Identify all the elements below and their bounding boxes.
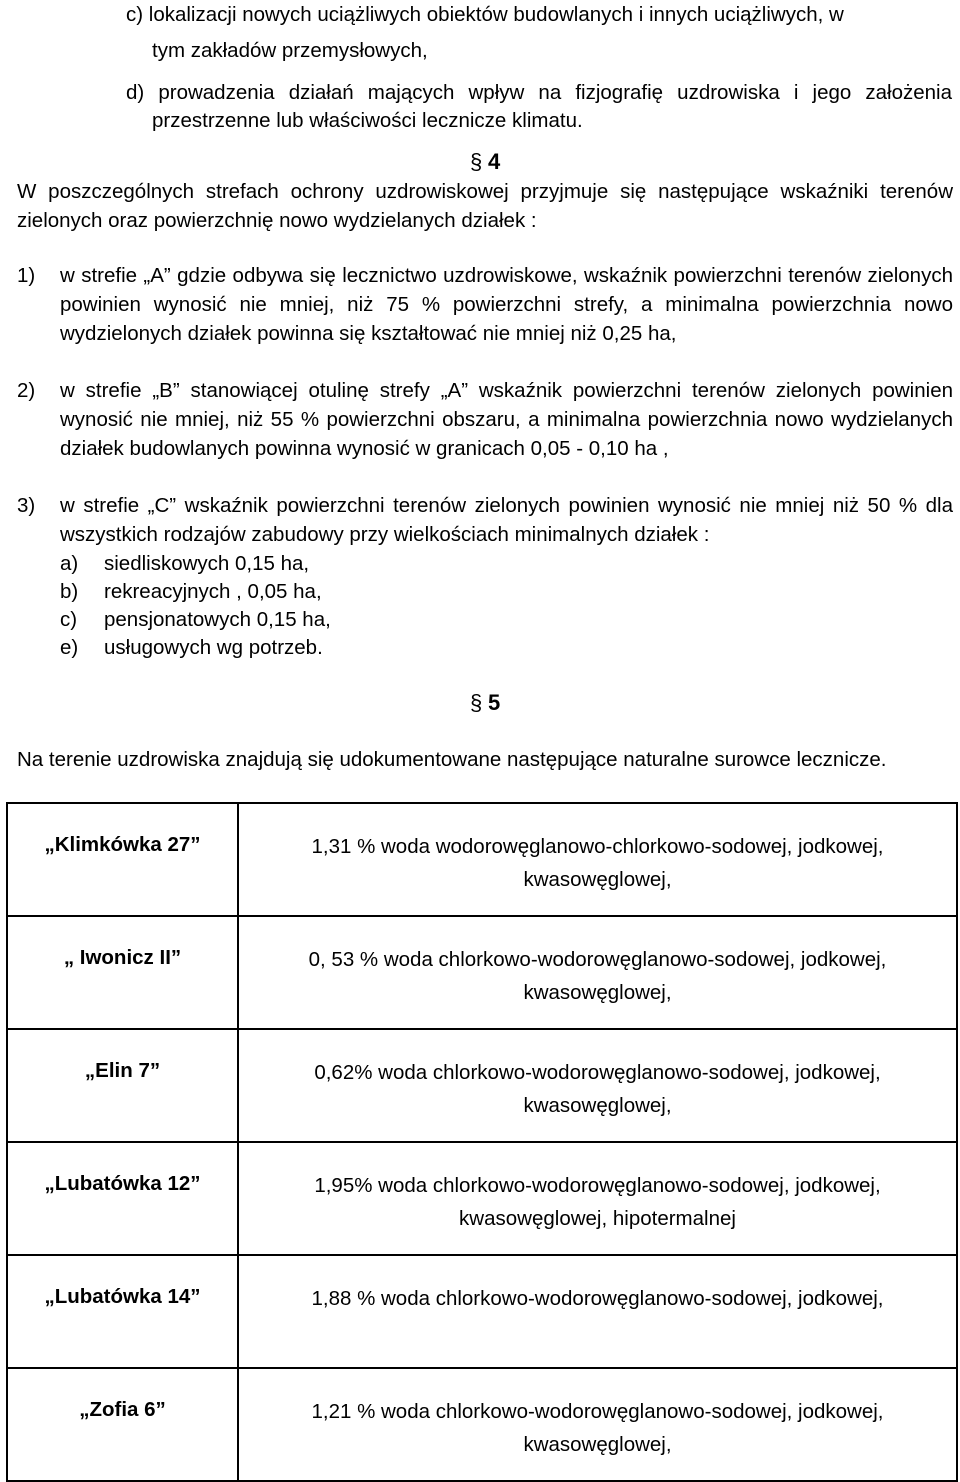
section-number: 5	[487, 690, 501, 715]
resource-description-line1: 0,62% woda chlorkowo-wodorowęglanowo-sodowej, jodkowej,	[314, 1061, 881, 1084]
item-c-line2: tym zakładów przemysłowych,	[152, 39, 428, 62]
item-2-line3: działek budowlanych powinna wynosić w granicach 0,05 - 0,10 ha ,	[60, 437, 669, 460]
item-c-line1: c) lokalizacji nowych uciążliwych obiektów budowlanych i innych uciążliwych, w	[126, 3, 844, 26]
resource-description-line1: 1,31 % woda wodorowęglanowo-chlorkowo-sodowej, jodkowej,	[311, 835, 884, 858]
resource-description-line1: 1,95% woda chlorkowo-wodorowęglanowo-sodowej, jodkowej,	[314, 1174, 881, 1197]
item-1-number: 1)	[17, 264, 36, 287]
item-1-line2: powinien wynosić nie mniej, niż 75 % powierzchni strefy, a minimalna powierzchnia nowo	[60, 293, 953, 316]
section-4-heading	[470, 147, 500, 177]
resource-description-line1: 1,21 % woda chlorkowo-wodorowęglanowo-sodowej, jodkowej,	[311, 1400, 884, 1423]
resource-description-line1: 1,88 % woda chlorkowo-wodorowęglanowo-sodowej, jodkowej,	[311, 1287, 884, 1310]
resource-description	[238, 916, 957, 1029]
resource-name: „ Iwonicz II”	[7, 916, 238, 1029]
section-4-intro-line1: W poszczególnych strefach ochrony uzdrowiskowej przyjmuje się następujące wskaźniki terenów	[17, 180, 953, 203]
resource-description-line2: kwasowęglowej, hipotermalnej	[459, 1207, 736, 1230]
item-1-line3: wydzielonych działek powinna się kształtować nie mniej niż 0,25 ha,	[60, 322, 677, 345]
item-3-line1: w strefie „C” wskaźnik powierzchni terenów zielonych powinien wynosić nie mniej niż 50 % dla	[60, 494, 953, 517]
item-d-line2: przestrzenne lub właściwości lecznicze klimatu.	[152, 109, 583, 132]
table-row	[7, 1142, 957, 1255]
subitem-a-text: siedliskowych 0,15 ha,	[104, 552, 310, 575]
resource-description	[238, 803, 957, 916]
resource-name: „Lubatówka 12”	[7, 1142, 238, 1255]
section-sign: §	[470, 690, 483, 715]
resource-description-line2: kwasowęglowej,	[523, 1094, 672, 1117]
resource-description	[238, 1255, 957, 1368]
table-row	[7, 916, 957, 1029]
resource-description	[238, 1368, 957, 1481]
section-sign: §	[470, 149, 483, 174]
resource-name: „Lubatówka 14”	[7, 1255, 238, 1368]
resource-description-line2: kwasowęglowej,	[523, 868, 672, 891]
table-row	[7, 1368, 957, 1481]
resource-name: „Klimkówka 27”	[7, 803, 238, 916]
section-5-intro: Na terenie uzdrowiska znajdują się udokumentowane następujące naturalne surowce lecznicze.	[17, 748, 887, 771]
resource-name: „Elin 7”	[7, 1029, 238, 1142]
subitem-c-letter: c)	[60, 608, 78, 631]
item-3-number: 3)	[17, 494, 36, 517]
resource-description	[238, 1142, 957, 1255]
item-d-line1: d) prowadzenia działań mających wpływ na fizjografię uzdrowiska i jego założenia	[126, 81, 952, 104]
subitem-c-text: pensjonatowych 0,15 ha,	[104, 608, 331, 631]
subitem-e-text: usługowych wg potrzeb.	[104, 636, 323, 659]
subitem-b-text: rekreacyjnych , 0,05 ha,	[104, 580, 322, 603]
resource-description-line2: kwasowęglowej,	[523, 981, 672, 1004]
resources-table	[6, 802, 958, 1482]
resource-name: „Zofia 6”	[7, 1368, 238, 1481]
item-3-line2: wszystkich rodzajów zabudowy przy wielkościach minimalnych działek :	[60, 523, 710, 546]
table-row	[7, 1029, 957, 1142]
section-number: 4	[487, 149, 501, 174]
subitem-a-letter: a)	[60, 552, 79, 575]
resource-description-line2: kwasowęglowej,	[523, 1433, 672, 1456]
item-1-line1: w strefie „A” gdzie odbywa się lecznictwo uzdrowiskowe, wskaźnik powierzchni terenów zielonych	[60, 264, 953, 287]
item-2-line2: wynosić nie mniej, niż 55 % powierzchni obszaru, a minimalna powierzchnia nowo wydzielanych	[60, 408, 953, 431]
resource-description	[238, 1029, 957, 1142]
table-row	[7, 803, 957, 916]
item-2-number: 2)	[17, 379, 36, 402]
subitem-b-letter: b)	[60, 580, 79, 603]
table-row	[7, 1255, 957, 1368]
section-5-heading	[470, 688, 500, 718]
subitem-e-letter: e)	[60, 636, 79, 659]
item-2-line1: w strefie „B” stanowiącej otulinę strefy „A” wskaźnik powierzchni terenów zielonych powinien	[60, 379, 953, 402]
resource-description-line1: 0, 53 % woda chlorkowo-wodorowęglanowo-sodowej, jodkowej,	[308, 948, 887, 971]
section-4-intro-line2: zielonych oraz powierzchnię nowo wydzielanych działek :	[17, 209, 537, 232]
